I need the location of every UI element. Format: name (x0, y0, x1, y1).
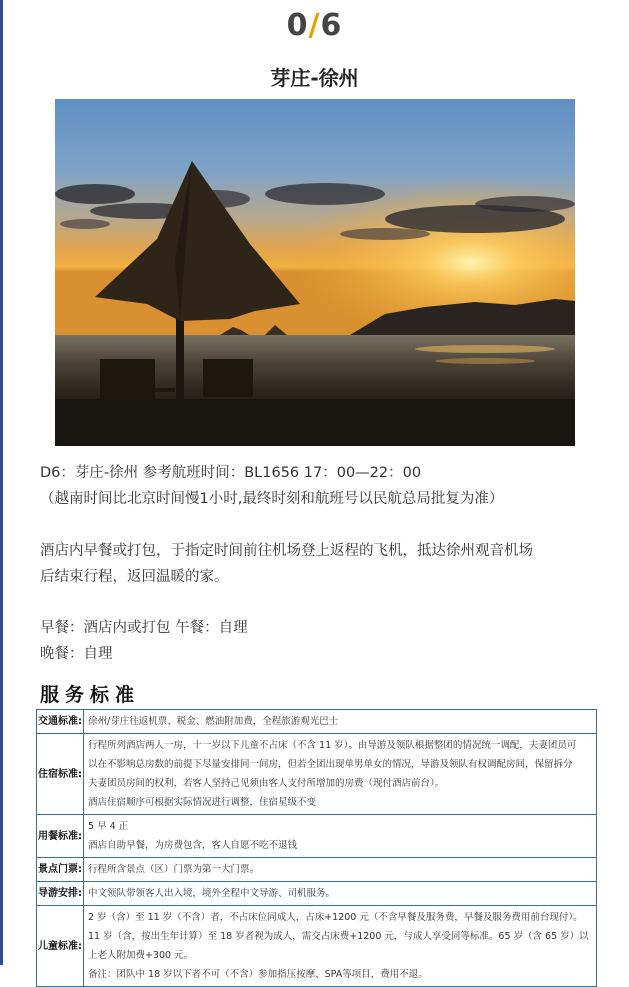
day-time-note: （越南时间比北京时间慢1小时,最终时刻和航班号以民航总局批复为准） (40, 491, 504, 507)
row-text: 徐州/芽庄往返机票、税金、燃油附加费，全程旅游观光巴士 (88, 716, 339, 727)
row-value (84, 710, 597, 734)
row-value (84, 734, 597, 815)
table-row (37, 882, 597, 906)
row-value (84, 858, 597, 882)
left-edge-bar (0, 0, 3, 965)
table-row (37, 906, 597, 987)
row-text: 夫妻团员房间的权利，若客人坚持己见须由客人支付所增加的房费（现付酒店前台）。 (88, 778, 445, 789)
row-label: 景点门票: (37, 858, 84, 882)
counter-separator: / (308, 8, 321, 43)
row-text: 5 早 4 正 (88, 821, 129, 832)
meals-line-1: 早餐：酒店内或打包 午餐：自理 (40, 620, 248, 636)
row-text: 以在不影响总房数的前提下尽量安排同一间房，但若全团出现单男单女的情况，导游及领队有权调配房间，保留拆分 (88, 759, 573, 770)
day-description-line-1: 酒店内早餐或打包，于指定时间前往机场登上返程的飞机，抵达徐州观音机场 (40, 543, 533, 559)
row-text: 酒店自助早餐，为房费包含，客人自愿不吃不退钱 (88, 840, 298, 851)
row-text: 11 岁（含，按出生年计算）至 18 岁者视为成人，需交占床费+1200 元，与成人享受同等标准。65 岁（含 65 岁）以 (88, 931, 589, 942)
row-label: 交通标准: (37, 710, 84, 734)
row-value (84, 815, 597, 858)
table-row (37, 710, 597, 734)
row-text: 行程所含景点（区）门票为第一大门票。 (88, 864, 260, 875)
row-value (84, 882, 597, 906)
row-text: 中文领队带领客人出入境，境外全程中文导游、司机服务。 (88, 888, 336, 899)
row-label: 住宿标准: (37, 734, 84, 815)
day-heading: D6：芽庄-徐州 参考航班时间：BL1656 17：00—22：00 (40, 465, 422, 481)
service-standard-title: 服务标准 (40, 684, 141, 706)
counter-total: 6 (320, 8, 343, 43)
sunset-beach-photo (55, 99, 575, 446)
route-title: 芽庄-徐州 (270, 66, 359, 90)
table-row (37, 815, 597, 858)
row-text: 备注：团队中 18 岁以下者不可（不含）参加指压按摩、SPA等项目，费用不退。 (88, 969, 428, 980)
row-text: 酒店住宿顺序可根据实际情况进行调整，住宿星级不变 (88, 797, 317, 808)
counter-current: 0 (286, 8, 309, 43)
row-label: 儿童标准: (37, 906, 84, 987)
day-description-line-2: 后结束行程，返回温暖的家。 (40, 569, 229, 585)
row-text: 2 岁（含）至 11 岁（不含）者，不占床位同成人，占床+1200 元（不含早餐及服务费，早餐及服务费用前台现付）。 (88, 912, 583, 923)
meals-line-2: 晚餐：自理 (40, 646, 113, 662)
table-row (37, 734, 597, 815)
row-text: 上老人附加费+300 元。 (88, 950, 194, 961)
service-standard-table (36, 709, 597, 987)
sunset-scene (55, 99, 575, 446)
page-counter (0, 8, 629, 43)
row-text: 行程所列酒店两人一房，十一岁以下儿童不占床（不含 11 岁）。由导游及领队根据整团的情况统一调配，夫妻团员可 (88, 740, 577, 751)
row-value (84, 906, 597, 987)
table-row (37, 858, 597, 882)
row-label: 用餐标准: (37, 815, 84, 858)
row-label: 导游安排: (37, 882, 84, 906)
